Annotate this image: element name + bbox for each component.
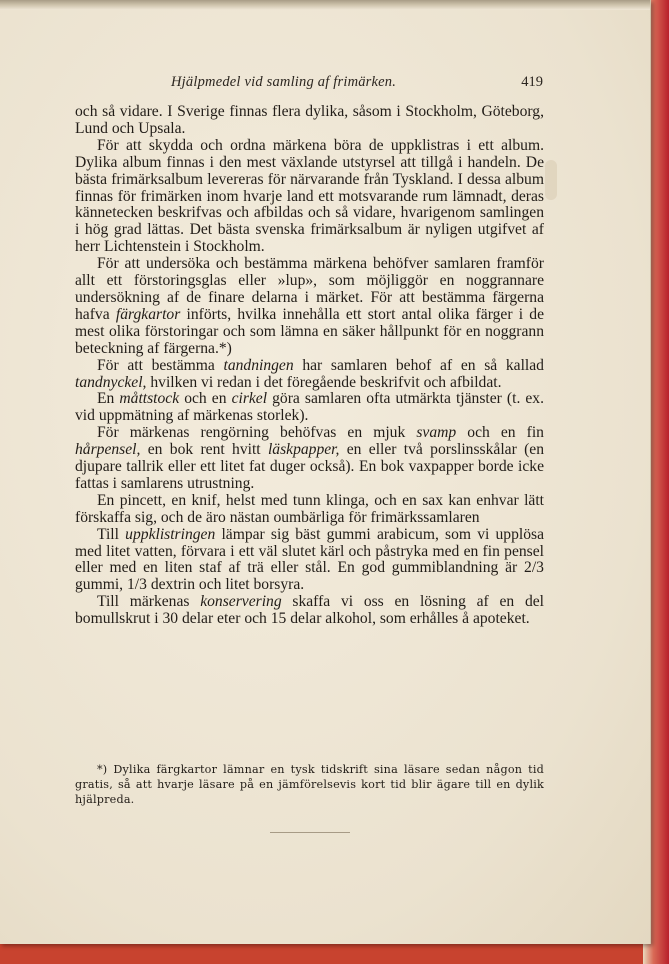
emphasis: tandnyckel, [75, 373, 147, 391]
emphasis: konservering [200, 593, 282, 611]
divider-rule [270, 832, 350, 833]
footnote [75, 762, 544, 807]
fraction: 2/3 [524, 559, 544, 577]
page-header [75, 74, 543, 96]
paper-stain [545, 160, 557, 200]
emphasis: tandningen [223, 356, 294, 374]
paragraph: För att bestämma tandningen har samlaren behof af en så kallad tandnyckel, hvilken vi redan i det föregående beskrifvit och afbildat. [75, 356, 544, 391]
paragraph: För att undersöka och bestämma märkena behöfver samlaren framför allt ett förstoringsglas eller »lup», som möjliggör en noggrannare undersökning af de finare delarna i märket. För att bestämma färgerna hafva färgkartor införts, hvilka innehålla ett stort antal olika färger i de mest olika förstoringar och som lämna en säker hållpunkt för en noggrann beteckning af färgerna.*) [75, 255, 545, 357]
body-text [75, 104, 544, 628]
emphasis: måttstock [119, 390, 180, 408]
paragraph: Till märkenas konservering skaffa vi oss en lösning af en del bomullskrut i 30 delar eter och 15 delar alkohol, som erhålles å apoteket. [75, 593, 544, 628]
footnote-text: *) Dylika färgkartor lämnar en tysk tidskrift sina läsare sedan någon tid gratis, så att hvarje läsare på en jämförelsevis kort tid blir ägare till en dylik hjälpreda. [75, 763, 544, 806]
emphasis: cirkel [231, 390, 268, 408]
fraction: 1/3 [127, 576, 147, 594]
emphasis: hårpensel, [75, 441, 141, 459]
paragraph: En måttstock och en cirkel göra samlaren ofta utmärkta tjänster (t. ex. vid uppmätning af märkenas storlek). [75, 390, 545, 425]
paragraph: En pincett, en knif, helst med tunn klinga, och en sax kan enhvar lätt förskaffa sig, och de äro nästan oumbärliga för frimärkssamlaren [75, 491, 544, 526]
paragraph: För att skydda och ordna märkena böra de uppklistras i ett album. Dylika album finnas i den mest växlande utstyrsel att tillgå i handeln. De bästa frimärksalbum levereras för närvarande från Tyskland. I dessa album finnas för frimärken inom hvarje land ett motsvarande rum lämnadt, deras kännetecken beskrifvas och afbildas och så vidare, hvarigenom samlingen i hög grad lättas. Det bästa svenska frimärksalbum är nyligen utgifvet af herr Lichtenstein i Stockholm. [75, 136, 544, 256]
paragraph: och så vidare. I Sverige finnas flera dylika, såsom i Stockholm, Göteborg, Lund och Upsala. [75, 103, 544, 137]
page-top-edge [0, 0, 650, 10]
paragraph: För märkenas rengörning behöfvas en mjuk svamp och en fin hårpensel, en bok rent hvitt läskpapper, en eller två porslinsskålar (en djupare tallrik eller ett litet fat duger också). En bok vaxpapper borde icke fattas i samlarens utrustning. [75, 424, 545, 492]
emphasis: uppklistringen [125, 525, 216, 543]
emphasis: läskpapper, [267, 441, 340, 459]
page-number: 419 [521, 74, 543, 90]
paragraph: Till uppklistringen lämpar sig bäst gummi arabicum, som vi upplösa med litet vatten, förvara i ett väl slutet kärl och påstryka med en fin pensel eller med en liten staf af trä eller stål. En god gummiblandning är 2/3 gummi, 1/3 dextrin och litet borsyra. [75, 525, 545, 594]
emphasis: svamp [416, 424, 457, 442]
running-title: Hjälpmedel vid samling af frimärken. [171, 74, 397, 90]
emphasis: färgkartor [115, 305, 181, 323]
